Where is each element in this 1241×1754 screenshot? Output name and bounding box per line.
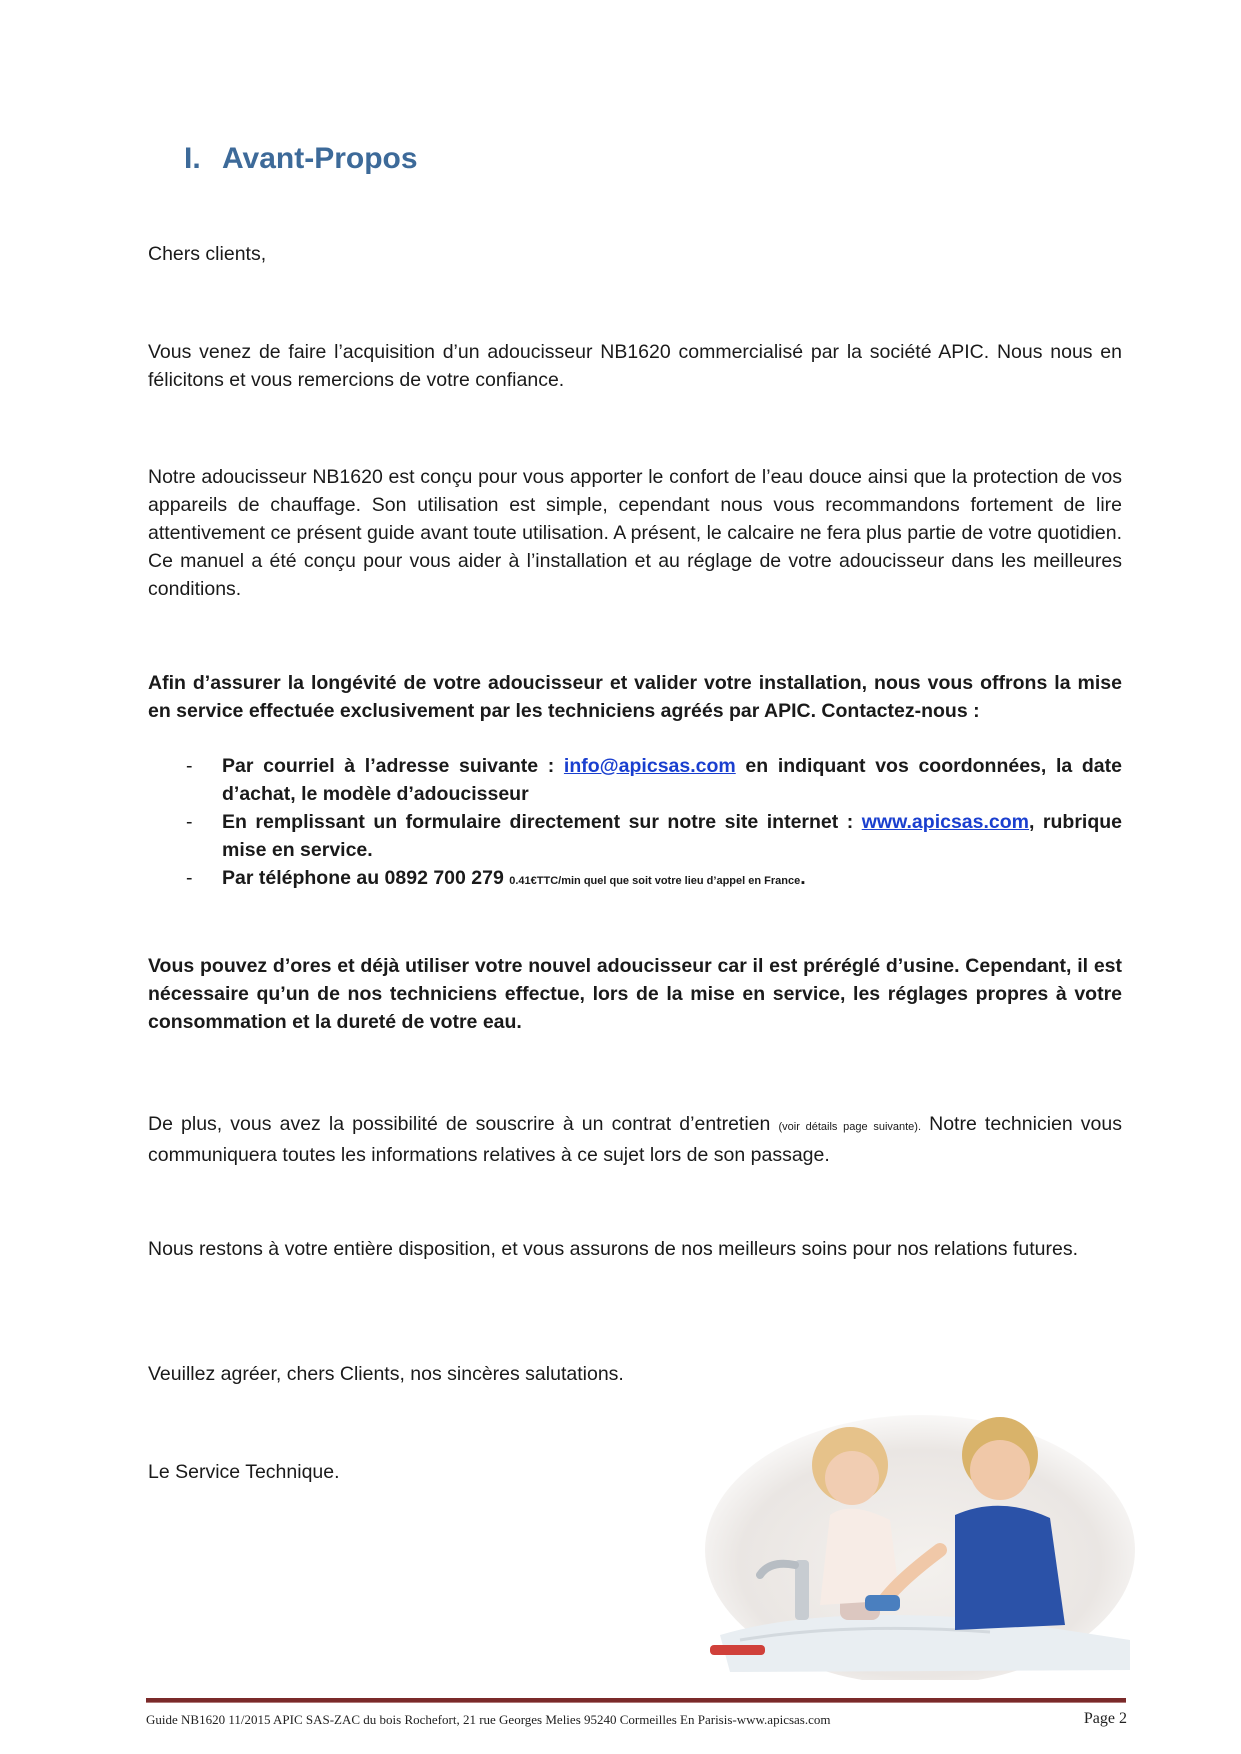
signature: Le Service Technique.	[148, 1461, 340, 1483]
footer-divider	[146, 1698, 1126, 1703]
page-number: Page 2	[1083, 1710, 1127, 1727]
details-note: (voir détails page suivante).	[778, 1121, 922, 1133]
section-heading	[184, 142, 418, 176]
list-dash: -	[186, 811, 193, 833]
section-number: I.	[184, 142, 201, 175]
settings-paragraph: Vous pouvez d’ores et déjà utiliser votre nouvel adoucisseur car il est préréglé d’usine. Cependant, il est nécessaire qu’un de nos techniciens effectue, lors de la mise en service, les réglages propres à votre consommation et la dureté de votre eau.	[148, 955, 1122, 1033]
greeting: Chers clients,	[148, 243, 267, 265]
intro-paragraph: Vous venez de faire l’acquisition d’un adoucisseur NB1620 commercialisé par la société APIC. Nous nous en félicitons et vous remercions de votre confiance.	[148, 341, 1122, 391]
website-link[interactable]: www.apicsas.com	[861, 811, 1029, 833]
product-paragraph: Notre adoucisseur NB1620 est conçu pour vous apporter le confort de l’eau douce ainsi que la protection de vos appareils de chauffage. Son utilisation est simple, cependant nous vous recommandons fortement de lire attentivement ce présent guide avant toute utilisation. A présent, le calcaire ne fera plus partie de votre quotidien. Ce manuel a été conçu pour vous aider à l’installation et au réglage de votre adoucisseur dans les meilleures conditions.	[148, 466, 1122, 600]
children-washing-hands-photo	[700, 1400, 1140, 1680]
footer-address: Guide NB1620 11/2015 APIC SAS-ZAC du bois Rochefort, 21 rue Georges Melies 95240 Cormeilles En Parisis-www.apicsas.com	[146, 1712, 831, 1727]
list-item: - Par courriel à l’adresse suivante : info@apicsas.com en indiquant vos coordonnées, la date d’achat, le modèle d’adoucisseur	[186, 752, 1122, 808]
disposition-paragraph: Nous restons à votre entière disposition, et vous assurons de nos meilleurs soins pour nos relations futures.	[148, 1238, 1078, 1260]
phone-price-note: 0.41€TTC/min quel que soit votre lieu d’appel en France	[509, 875, 801, 887]
list-dash: -	[186, 755, 193, 777]
list-item: - Par téléphone au 0892 700 279 0.41€TTC/min quel que soit votre lieu d’appel en France.	[186, 864, 1122, 895]
list-dash: -	[186, 867, 193, 889]
contact-list	[186, 752, 1122, 895]
email-link[interactable]: info@apicsas.com	[563, 755, 736, 777]
closing-line: Veuillez agréer, chers Clients, nos sincères salutations.	[148, 1363, 624, 1385]
contract-paragraph: De plus, vous avez la possibilité de souscrire à un contrat d’entretien (voir détails page suivante). Notre technicien vous communiquera toutes les informations relatives à ce sujet lors de son passage.	[148, 1113, 1123, 1166]
service-paragraph: Afin d’assurer la longévité de votre adoucisseur et valider votre installation, nous vous offrons la mise en service effectuée exclusivement par les techniciens agréés par APIC. Contactez-nous :	[148, 672, 1122, 722]
section-title: Avant-Propos	[222, 142, 418, 175]
list-item: - En remplissant un formulaire directement sur notre site internet : www.apicsas.com, rubrique mise en service.	[186, 808, 1122, 864]
